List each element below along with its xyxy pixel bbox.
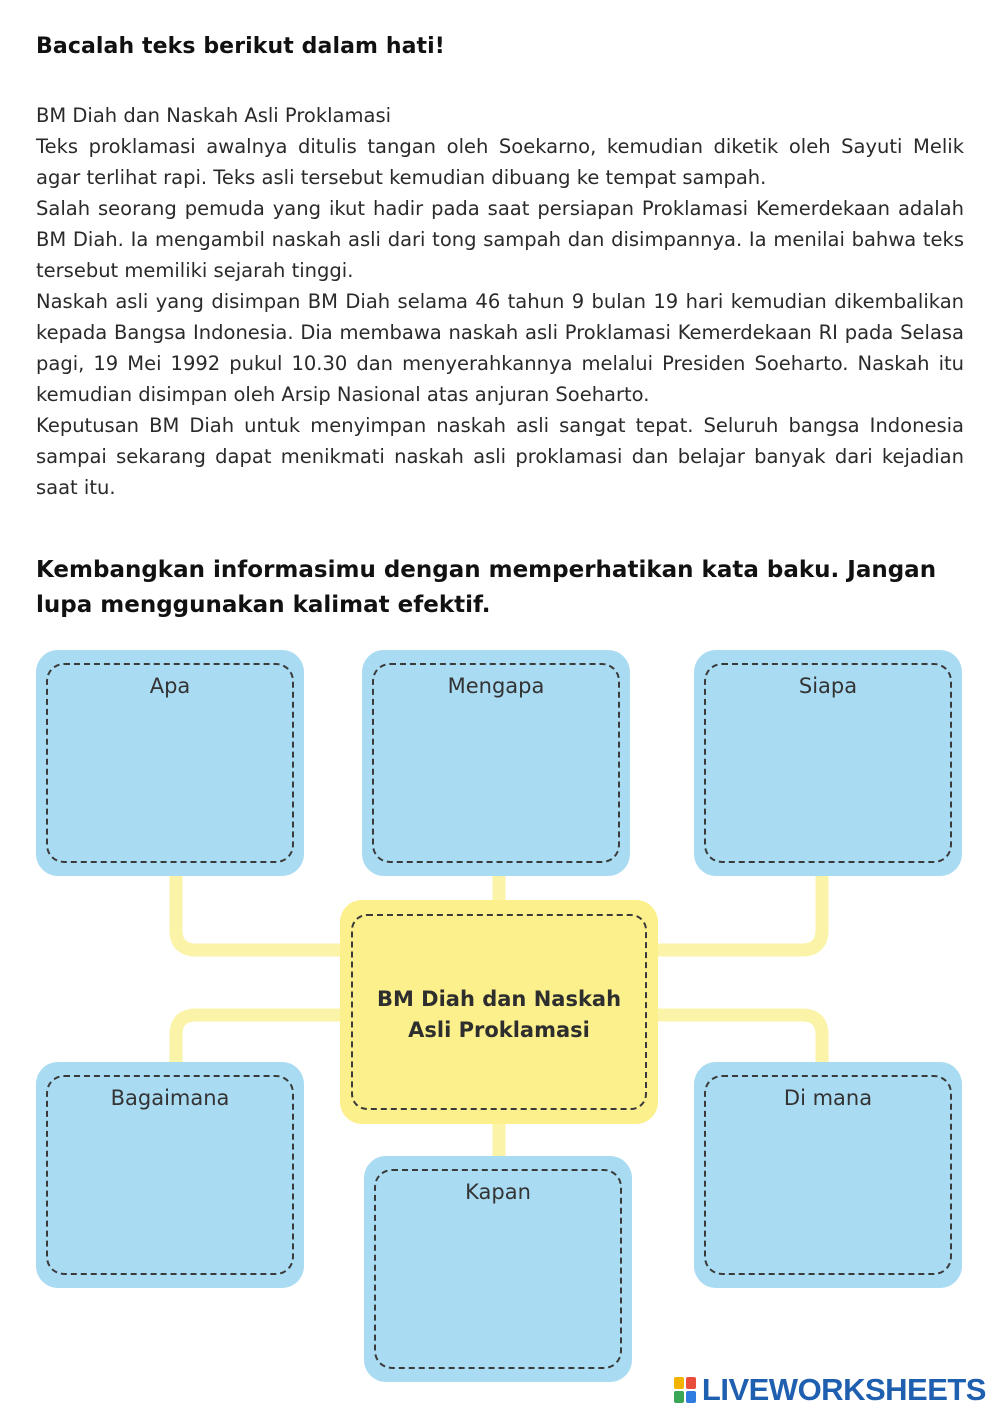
- connector-siapa: [655, 870, 822, 950]
- connector-bagaimana: [176, 1015, 345, 1065]
- read-instruction: Bacalah teks berikut dalam hati!: [36, 34, 445, 59]
- passage-paragraph: Keputusan BM Diah untuk menyimpan naskah asli sangat tepat. Seluruh bangsa Indonesia sampai sekarang dapat menikmati naskah asli proklamasi dan belajar banyak dari kejadian saat itu.: [36, 414, 964, 499]
- box-label-mengapa: Mengapa: [447, 674, 545, 698]
- passage-paragraph: Naskah asli yang disimpan BM Diah selama 46 tahun 9 bulan 19 hari kemudian dikembalikan kepada Bangsa Indonesia. Dia membawa naskah asli Proklamasi Kemerdekaan RI pada Selasa pagi, 19 Mei 1992 pukul 10.30 dan menyerahkannya melalui Presiden Soeharto. Naskah itu kemudian disimpan oleh Arsip Nasional atas anjuran Soeharto.: [36, 290, 964, 406]
- liveworksheets-brand[interactable]: [674, 1372, 986, 1408]
- passage-paragraph: Salah seorang pemuda yang ikut hadir pada saat persiapan Proklamasi Kemerdekaan adalah BM Diah. Ia mengambil naskah asli dari tong sampah dan disimpannya. Ia menilai bahwa teks tersebut memiliki sejarah tinggi.: [36, 197, 964, 282]
- box-label-siapa: Siapa: [798, 674, 858, 698]
- box-label-bagaimana: Bagaimana: [110, 1086, 230, 1110]
- connector-apa: [176, 870, 345, 950]
- central-topic: [340, 900, 658, 1124]
- liveworksheets-logo-text: LIVEWORKSHEETS: [701, 1372, 986, 1407]
- develop-instruction: Kembangkan informasimu dengan memperhatikan kata baku. Jangan lupa menggunakan kalimat efektif.: [36, 557, 937, 618]
- answer-box-apa[interactable]: [36, 650, 304, 876]
- connector-di-mana: [655, 1015, 822, 1065]
- box-label-apa: Apa: [149, 674, 191, 698]
- passage-title: BM Diah dan Naskah Asli Proklamasi: [36, 104, 392, 127]
- central-topic-line2: Asli Proklamasi: [408, 1018, 590, 1042]
- answer-box-mengapa[interactable]: [362, 650, 630, 876]
- answer-box-siapa[interactable]: [694, 650, 962, 876]
- answer-box-di-mana[interactable]: [694, 1062, 962, 1288]
- box-label-kapan: Kapan: [465, 1180, 531, 1204]
- answer-box-kapan[interactable]: [364, 1156, 632, 1382]
- reading-passage: [36, 100, 964, 503]
- box-label-di-mana: Di mana: [783, 1086, 873, 1110]
- central-topic-line1: BM Diah dan Naskah: [376, 987, 622, 1011]
- answer-box-bagaimana[interactable]: [36, 1062, 304, 1288]
- passage-paragraph: Teks proklamasi awalnya ditulis tangan oleh Soekarno, kemudian diketik oleh Sayuti Melik agar terlihat rapi. Teks asli tersebut kemudian dibuang ke tempat sampah.: [36, 135, 964, 189]
- liveworksheets-logo-icon: [674, 1377, 696, 1403]
